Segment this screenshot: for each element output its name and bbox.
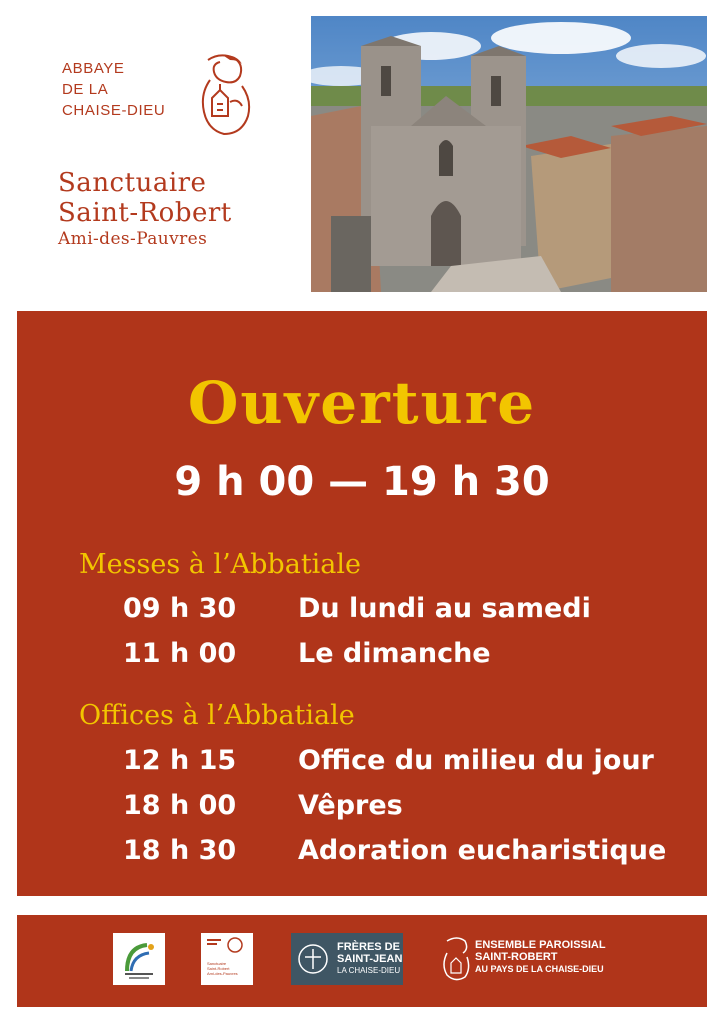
sanctuaire-line-3: Ami-des-Pauvres <box>58 229 208 249</box>
freres-text <box>337 941 402 977</box>
schedule-description: Office du milieu du jour <box>298 745 654 776</box>
abbaye-line-1: ABBAYE <box>62 60 125 77</box>
ensemble-paroissial-text <box>475 939 606 975</box>
schedule-time: 18 h 30 <box>123 835 237 866</box>
mini-sanctuaire-text <box>207 961 238 976</box>
schedule-row <box>17 745 707 785</box>
diocese-logo-icon <box>113 933 165 985</box>
freres-line-2: SAINT-JEAN <box>337 953 403 965</box>
partner-logos-footer <box>17 915 707 1007</box>
schedule-description: Du lundi au samedi <box>298 593 591 624</box>
opening-title: Ouverture <box>187 369 537 437</box>
monk-abbey-icon <box>190 50 258 142</box>
ensemble-line-1: ENSEMBLE PAROISSIAL <box>475 939 606 951</box>
schedule-time: 09 h 30 <box>123 593 237 624</box>
offices-section-title: Offices à l’Abbatiale <box>79 700 355 731</box>
ensemble-line-2: SAINT-ROBERT <box>475 951 558 963</box>
freres-line-3: LA CHAISE-DIEU <box>337 966 401 975</box>
opening-hours: 9 h 00 — 19 h 30 <box>174 459 550 505</box>
sanctuaire-line-1: Sanctuaire <box>58 168 207 198</box>
schedule-description: Adoration eucharistique <box>298 835 667 866</box>
schedule-description: Vêpres <box>298 790 403 821</box>
sanctuaire-mini-logo-icon <box>201 933 253 985</box>
abbaye-logo-block <box>40 40 290 270</box>
mini-line-3: Ami-des-Pauvres <box>207 971 238 976</box>
masses-section-title: Messes à l’Abbatiale <box>79 549 362 580</box>
schedule-row <box>17 593 707 633</box>
abbaye-line-2: DE LA <box>62 81 109 98</box>
ensemble-paroissial-logo <box>439 933 629 985</box>
schedule-row <box>17 790 707 830</box>
abbaye-name <box>62 58 165 121</box>
freres-line-1: FRÈRES DE <box>337 941 400 953</box>
schedule-panel <box>17 311 707 896</box>
schedule-row <box>17 638 707 678</box>
schedule-row <box>17 835 707 875</box>
mini-line-2: Saint-Robert <box>207 966 230 971</box>
mini-line-1: Sanctuaire <box>207 961 227 966</box>
schedule-time: 18 h 00 <box>123 790 237 821</box>
sanctuaire-line-2: Saint-Robert <box>58 198 232 228</box>
sanctuaire-title <box>58 168 232 250</box>
schedule-time: 12 h 15 <box>123 745 237 776</box>
freres-saint-jean-logo <box>291 933 403 985</box>
ensemble-line-3: AU PAYS DE LA CHAISE-DIEU <box>475 964 604 974</box>
abbey-church-photo <box>311 16 707 292</box>
schedule-time: 11 h 00 <box>123 638 237 669</box>
abbaye-line-3: CHAISE-DIEU <box>62 102 166 119</box>
schedule-description: Le dimanche <box>298 638 491 669</box>
